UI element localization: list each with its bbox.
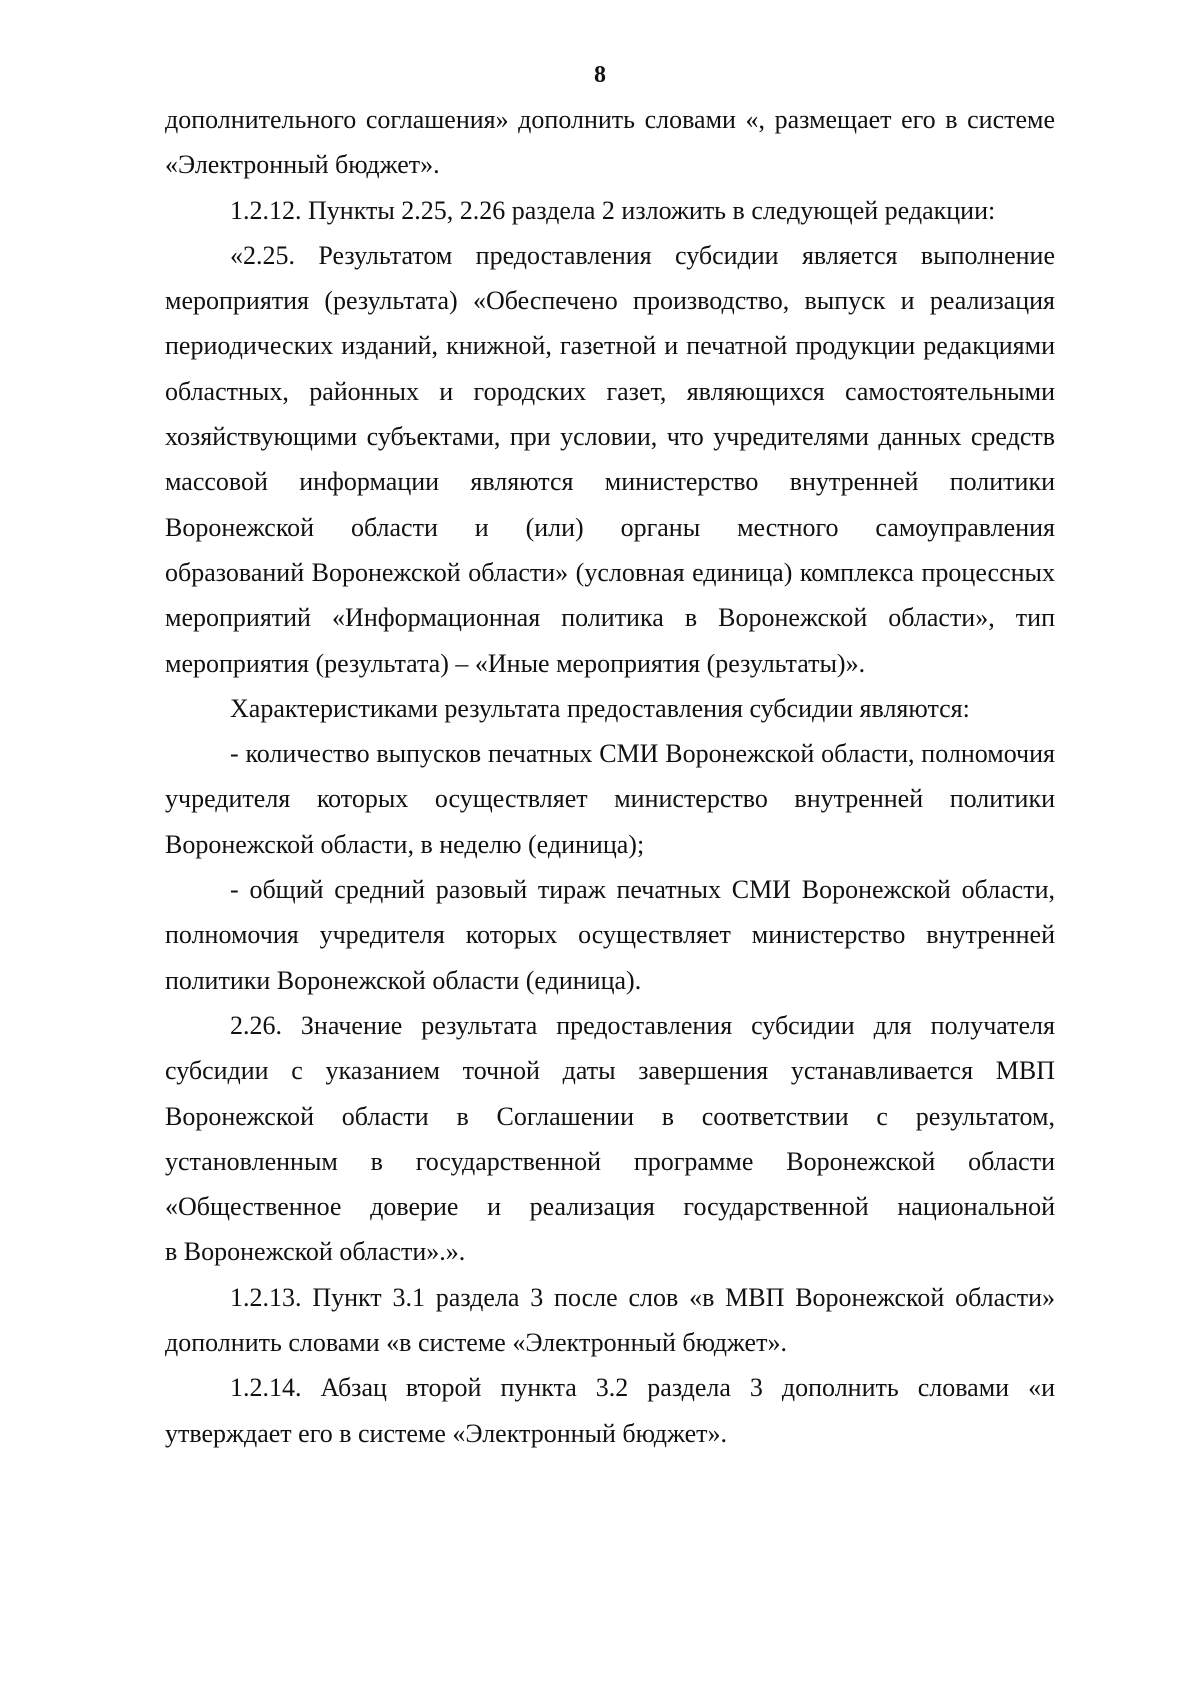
text-line: дополнить словами «в системе «Электронный бюджет». <box>165 1328 787 1358</box>
paragraph <box>165 1275 1055 1366</box>
text-line: периодических изданий, книжной, газетной и печатной продукции редакциями <box>165 331 1055 361</box>
document-body <box>165 97 1055 1456</box>
text-line: политики Воронежской области (единица). <box>165 965 642 995</box>
text-line: хозяйствующими субъектами, при условии, что учредителями данных средств <box>165 422 1055 452</box>
text-line: мероприятия (результата) «Обеспечено производство, выпуск и реализация <box>165 286 1055 316</box>
page-number: 8 <box>594 62 606 88</box>
text-line: 1.2.12. Пункты 2.25, 2.26 раздела 2 изложить в следующей редакции: <box>230 195 996 225</box>
text-line: - количество выпусков печатных СМИ Воронежской области, полномочия <box>230 739 1055 769</box>
text-line: Воронежской области, в неделю (единица); <box>165 829 645 859</box>
text-line: субсидии с указанием точной даты завершения устанавливается МВП <box>165 1056 1055 1086</box>
text-line: Воронежской области в Соглашении в соответствии с результатом, <box>165 1101 1055 1131</box>
text-line: полномочия учредителя которых осуществляет министерство внутренней <box>165 920 1055 950</box>
text-line: образований Воронежской области» (условная единица) комплекса процессных <box>165 557 1055 587</box>
paragraph <box>165 867 1055 1003</box>
text-line: в Воронежской области».». <box>165 1237 466 1267</box>
text-line: утверждает его в системе «Электронный бюджет». <box>165 1418 727 1448</box>
text-line: 1.2.13. Пункт 3.1 раздела 3 после слов «в МВП Воронежской области» <box>230 1282 1055 1312</box>
text-line: дополнительного соглашения» дополнить словами «, размещает его в системе <box>165 105 1055 134</box>
paragraph <box>165 97 1055 188</box>
text-line: 2.26. Значение результата предоставления субсидии для получателя <box>230 1010 1055 1040</box>
text-line: учредителя которых осуществляет министерство внутренней политики <box>165 784 1055 814</box>
paragraph <box>165 1365 1055 1456</box>
text-line: Характеристиками результата предоставления субсидии являются: <box>230 693 970 723</box>
text-line: мероприятий «Информационная политика в Воронежской области», тип <box>165 603 1055 633</box>
text-line: «Электронный бюджет». <box>165 150 440 180</box>
text-line: мероприятия (результата) – «Иные мероприятия (результаты)». <box>165 648 866 678</box>
paragraph <box>165 188 1055 233</box>
text-line: областных, районных и городских газет, являющихся самостоятельными <box>165 376 1055 406</box>
paragraph <box>165 686 1055 731</box>
paragraph <box>165 731 1055 867</box>
text-line: «2.25. Результатом предоставления субсидии является выполнение <box>230 240 1055 270</box>
text-line: 1.2.14. Абзац второй пункта 3.2 раздела 3 дополнить словами «и <box>230 1373 1055 1403</box>
text-line: «Общественное доверие и реализация государственной национальной <box>165 1192 1055 1222</box>
paragraph <box>165 233 1055 686</box>
text-line: массовой информации являются министерство внутренней политики <box>165 467 1055 497</box>
text-line: Воронежской области и (или) органы местного самоуправления <box>165 512 1055 542</box>
paragraph <box>165 1003 1055 1275</box>
text-line: установленным в государственной программе Воронежской области <box>165 1146 1055 1176</box>
text-line: - общий средний разовый тираж печатных СМИ Воронежской области, <box>230 875 1055 905</box>
